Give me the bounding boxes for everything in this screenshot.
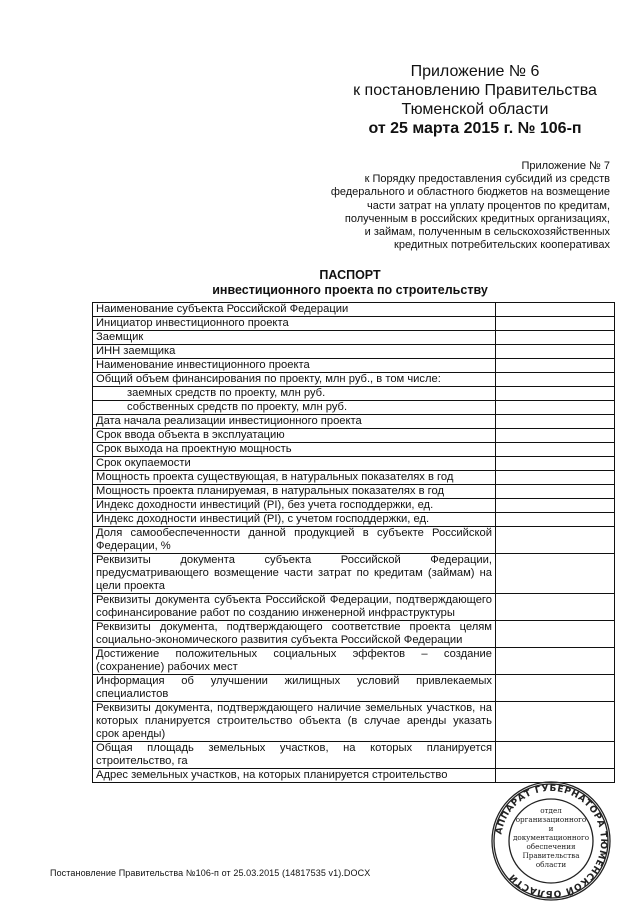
- row-value: [496, 621, 615, 648]
- seal-center-text: [513, 806, 589, 869]
- row-value: [496, 527, 615, 554]
- seal-center-line: обеспечения: [526, 842, 576, 851]
- row-label: Реквизиты документа, подтверждающего соответствие проекта целям социально-экономического развития субъекта Российской Федерации: [93, 621, 496, 648]
- seal-center-line: организационного: [515, 815, 587, 824]
- row-label: Наименование субъекта Российской Федерации: [93, 303, 496, 317]
- appendix-6-region: Тюменской области: [401, 101, 549, 118]
- appendix-7-line: и займам, полученным в сельскохозяйственных: [364, 226, 610, 239]
- row-value: [496, 742, 615, 769]
- row-label: Реквизиты документа субъекта Российской Федерации, подтверждающего софинансирование работ по созданию инженерной инфраструктуры: [93, 594, 496, 621]
- table-row: [93, 742, 615, 769]
- row-value: [496, 317, 615, 331]
- document-footer: Постановление Правительства №106-п от 25.03.2015 (14817535 v1).DOCX: [50, 868, 371, 878]
- row-label: Реквизиты документа, подтверждающего наличие земельных участков, на которых планируется строительство объекта (в случае аренды указать срок аренды): [93, 702, 496, 742]
- row-value: [496, 702, 615, 742]
- row-label: Дата начала реализации инвестиционного проекта: [93, 415, 496, 429]
- row-value: [496, 513, 615, 527]
- table-row: [93, 513, 615, 527]
- table-row: [93, 485, 615, 499]
- appendix-6-header: [340, 62, 610, 138]
- row-label: Доля самообеспеченности данной продукцией в субъекте Российской Федерации, %: [93, 527, 496, 554]
- row-label: Индекс доходности инвестиций (PI), без учета господдержки, ед.: [93, 499, 496, 513]
- row-label: Заемщик: [93, 331, 496, 345]
- table-row: [93, 675, 615, 702]
- row-value: [496, 675, 615, 702]
- appendix-7-line: части затрат на уплату процентов по кредитам,: [367, 199, 610, 212]
- row-label: Достижение положительных социальных эффектов – создание (сохранение) рабочих мест: [93, 648, 496, 675]
- seal-ring-text: АППАРАТ ГУБЕРНАТОРА ТЮМЕНСКОЙ ОБЛАСТИ: [494, 783, 609, 899]
- table-row: [93, 317, 615, 331]
- official-seal: [488, 780, 614, 902]
- row-value: [496, 471, 615, 485]
- row-label: Индекс доходности инвестиций (PI), с учетом господдержки, ед.: [93, 513, 496, 527]
- row-value: [496, 303, 615, 317]
- table-row: [93, 621, 615, 648]
- row-label: собственных средств по проекту, млн руб.: [93, 401, 496, 415]
- appendix-6-date: от 25 марта 2015 г. № 106-п: [368, 120, 582, 137]
- appendix-7-line: полученным в российских кредитных организациях,: [344, 212, 610, 225]
- row-label: Информация об улучшении жилищных условий привлекаемых специалистов: [93, 675, 496, 702]
- row-label: Наименование инвестиционного проекта: [93, 359, 496, 373]
- row-value: [496, 485, 615, 499]
- appendix-7-line: Приложение № 7: [521, 160, 610, 172]
- seal-center-line: и: [548, 824, 554, 833]
- document-title: [150, 268, 550, 298]
- table-row: [93, 702, 615, 742]
- table-row: [93, 387, 615, 401]
- row-value: [496, 594, 615, 621]
- row-label: Общий объем финансирования по проекту, млн руб., в том числе:: [93, 373, 496, 387]
- row-value: [496, 345, 615, 359]
- row-label: Общая площадь земельных участков, на которых планируется строительство, га: [93, 742, 496, 769]
- row-value: [496, 648, 615, 675]
- row-value: [496, 554, 615, 594]
- row-label: ИНН заемщика: [93, 345, 496, 359]
- row-label: Срок окупаемости: [93, 457, 496, 471]
- row-label: Срок выхода на проектную мощность: [93, 443, 496, 457]
- appendix-7-line: федерального и областного бюджетов на возмещение: [330, 186, 610, 199]
- seal-center-line: области: [535, 860, 567, 869]
- row-value: [496, 387, 615, 401]
- seal-center-line: документационного: [512, 833, 590, 842]
- appendix-7-header: [300, 160, 610, 252]
- appendix-6-number: Приложение № 6: [410, 63, 540, 80]
- row-label: заемных средств по проекту, млн руб.: [93, 387, 496, 401]
- table-row: [93, 554, 615, 594]
- row-value: [496, 415, 615, 429]
- table-row: [93, 373, 615, 387]
- table-row: [93, 527, 615, 554]
- row-label: Инициатор инвестиционного проекта: [93, 317, 496, 331]
- title-passport: ПАСПОРТ: [319, 268, 381, 282]
- seal-center-line: Правительства: [522, 851, 580, 860]
- table-row: [93, 331, 615, 345]
- appendix-7-line: кредитных потребительских кооперативах: [394, 239, 610, 252]
- table-row: [93, 401, 615, 415]
- row-value: [496, 373, 615, 387]
- row-value: [496, 499, 615, 513]
- table-row: [93, 457, 615, 471]
- table-row: [93, 499, 615, 513]
- appendix-6-reference: к постановлению Правительства: [353, 82, 597, 99]
- row-value: [496, 457, 615, 471]
- table-row: [93, 415, 615, 429]
- title-subtitle: инвестиционного проекта по строительству: [212, 283, 488, 297]
- row-label: Мощность проекта планируемая, в натуральных показателях в год: [93, 485, 496, 499]
- table-row: [93, 345, 615, 359]
- table-row: [93, 648, 615, 675]
- table-row: [93, 303, 615, 317]
- row-value: [496, 331, 615, 345]
- row-label: Реквизиты документа субъекта Российской Федерации, предусматривающего возмещение части затрат по кредитам (займам) на цели проекта: [93, 554, 496, 594]
- row-label: Мощность проекта существующая, в натуральных показателях в год: [93, 471, 496, 485]
- row-label: Срок ввода объекта в эксплуатацию: [93, 429, 496, 443]
- table-row: [93, 429, 615, 443]
- row-value: [496, 443, 615, 457]
- row-value: [496, 429, 615, 443]
- row-value: [496, 359, 615, 373]
- appendix-7-line: к Порядку предоставления субсидий из средств: [364, 173, 610, 186]
- table-row: [93, 594, 615, 621]
- row-value: [496, 401, 615, 415]
- table-row: [93, 443, 615, 457]
- table-row: [93, 471, 615, 485]
- row-label: Адрес земельных участков, на которых планируется строительство: [93, 769, 496, 783]
- passport-table: [92, 302, 615, 783]
- table-row: [93, 359, 615, 373]
- seal-center-line: отдел: [540, 806, 562, 815]
